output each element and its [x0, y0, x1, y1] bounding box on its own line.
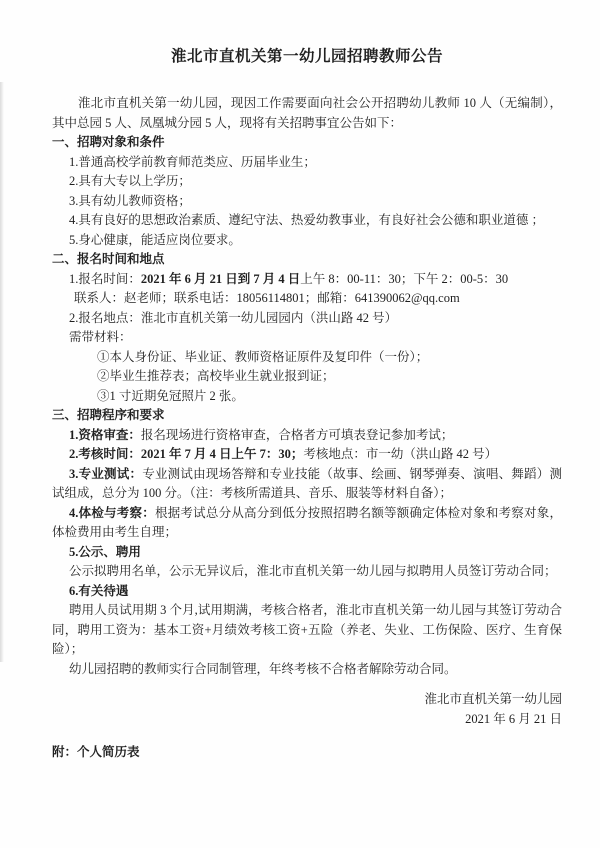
doc-line: [52, 153, 562, 173]
doc-line: [52, 289, 562, 309]
text-run: 专业测试由现场答辩和专业技能（故事、绘画、钢琴弹奏、演唱、舞蹈）测试组成，总分为 100 分。（注：考核所需道具、音乐、服装等材料自备）；: [52, 466, 562, 500]
text-run: 公示拟聘用名单，公示无异议后，淮北市直机关第一幼儿园与拟聘用人员签订劳动合同；: [69, 564, 557, 578]
doc-line: [52, 94, 562, 133]
text-run: 报名现场进行资格审查，合格者方可填表登记参加考试；: [140, 427, 454, 442]
text-run: 上午 8：00-11：30；下午 2：00-5：30: [300, 271, 509, 286]
text-run: ①本人身份证、毕业证、教师资格证原件及复印件（一份）；: [97, 349, 429, 364]
signature-org: [52, 690, 562, 710]
text-run: 淮北市直机关第一幼儿园，现因工作需要面向社会公开招聘幼儿教师 10 人（无编制），其中总园 5 人、凤凰城分园 5 人，现将有关招聘事宜公告如下：: [52, 96, 562, 130]
attachment-note: [52, 743, 562, 763]
text-run: 4.具有良好的思想政治素质、遵纪守法、热爱幼教事业，有良好社会公德和职业道德 ；: [69, 213, 545, 227]
text-run: 3.专业测试：: [69, 466, 143, 481]
text-run: 2.具有大专以上学历；: [69, 174, 191, 188]
text-run: 二、报名时间和地点: [52, 252, 165, 266]
doc-line: [52, 660, 562, 680]
text-run: ②毕业生推荐表；高校毕业生就业报到证；: [97, 369, 335, 383]
text-run: 2.报名地点：淮北市直机关第一幼儿园园内（洪山路 42 号）: [69, 310, 398, 325]
text-run: 5.身心健康，能适应岗位要求。: [69, 232, 241, 247]
doc-line: [52, 445, 562, 465]
text-run: 6.有关待遇: [69, 583, 129, 598]
text-run: 3.具有幼儿教师资格；: [69, 193, 191, 208]
text-run: ③1 寸近期免冠照片 2 张。: [97, 388, 244, 403]
text-run: 根据考试总分从高分到低分按照招聘名额等额确定体检对象和考察对象，体检费用由考生自理；: [52, 505, 562, 539]
signature-date: [52, 710, 562, 730]
document-title: 淮北市直机关第一幼儿园招聘教师公告: [170, 48, 443, 65]
text-run: 1.资格审查：: [69, 427, 141, 442]
doc-line: [52, 387, 562, 407]
doc-line: [52, 309, 562, 329]
section-heading: [52, 133, 562, 153]
signature-org-text: 淮北市直机关第一幼儿园: [424, 692, 562, 706]
text-run: 4.体检与考察：: [69, 505, 155, 520]
text-run: 三、招聘程序和要求: [52, 408, 165, 422]
doc-line: [52, 543, 562, 563]
doc-line: [52, 465, 562, 504]
text-run: 联系人：赵老师；联系电话：18056114801；邮箱：641390062@qq.com: [74, 291, 460, 305]
doc-line: [52, 172, 562, 192]
text-run: 1.普通高校学前教育师范类应、历届毕业生；: [69, 154, 316, 169]
text-run: 5.公示、聘用: [69, 544, 141, 559]
signature-date-text: 2021 年 6 月 21 日: [465, 711, 562, 726]
doc-line: [52, 601, 562, 660]
doc-line: [52, 231, 562, 251]
scan-edge-artifact: [0, 82, 4, 662]
text-run: 聘用人员试用期 3 个月,试用期满，考核合格者，淮北市直机关第一幼儿园与其签订劳动合同，聘用工资为：基本工资+月绩效考核工资+五险（养老、失业、工伤保险、医疗、生育保险）；: [52, 603, 562, 656]
text-run: 2.考核时间：2021 年 7 月 4 日上午 7：30；: [69, 447, 304, 461]
doc-line: [52, 367, 562, 387]
text-run: 1.报名时间：: [69, 271, 141, 286]
section-heading: [52, 406, 562, 426]
doc-line: [52, 211, 562, 231]
doc-line: [52, 348, 562, 368]
document-body: [52, 94, 562, 763]
doc-line: [52, 582, 562, 602]
text-run: 考核地点：市一幼（洪山路 42 号）: [303, 447, 498, 461]
text-run: 一、招聘对象和条件: [52, 135, 165, 149]
attachment-note-text: 附：个人简历表: [52, 745, 140, 759]
doc-line: [52, 426, 562, 446]
text-run: 2021 年 6 月 21 日到 7 月 4 日: [140, 271, 301, 286]
doc-line: [52, 328, 562, 348]
doc-line: [52, 270, 562, 290]
text-run: 幼儿园招聘的教师实行合同制管理，年终考核不合格者解除劳动合同。: [69, 661, 457, 676]
doc-line: [52, 562, 562, 582]
doc-line: [52, 504, 562, 543]
text-run: 需带材料：: [69, 330, 132, 344]
section-heading: [52, 250, 562, 270]
paragraph-list: [52, 94, 562, 679]
doc-line: [52, 192, 562, 212]
